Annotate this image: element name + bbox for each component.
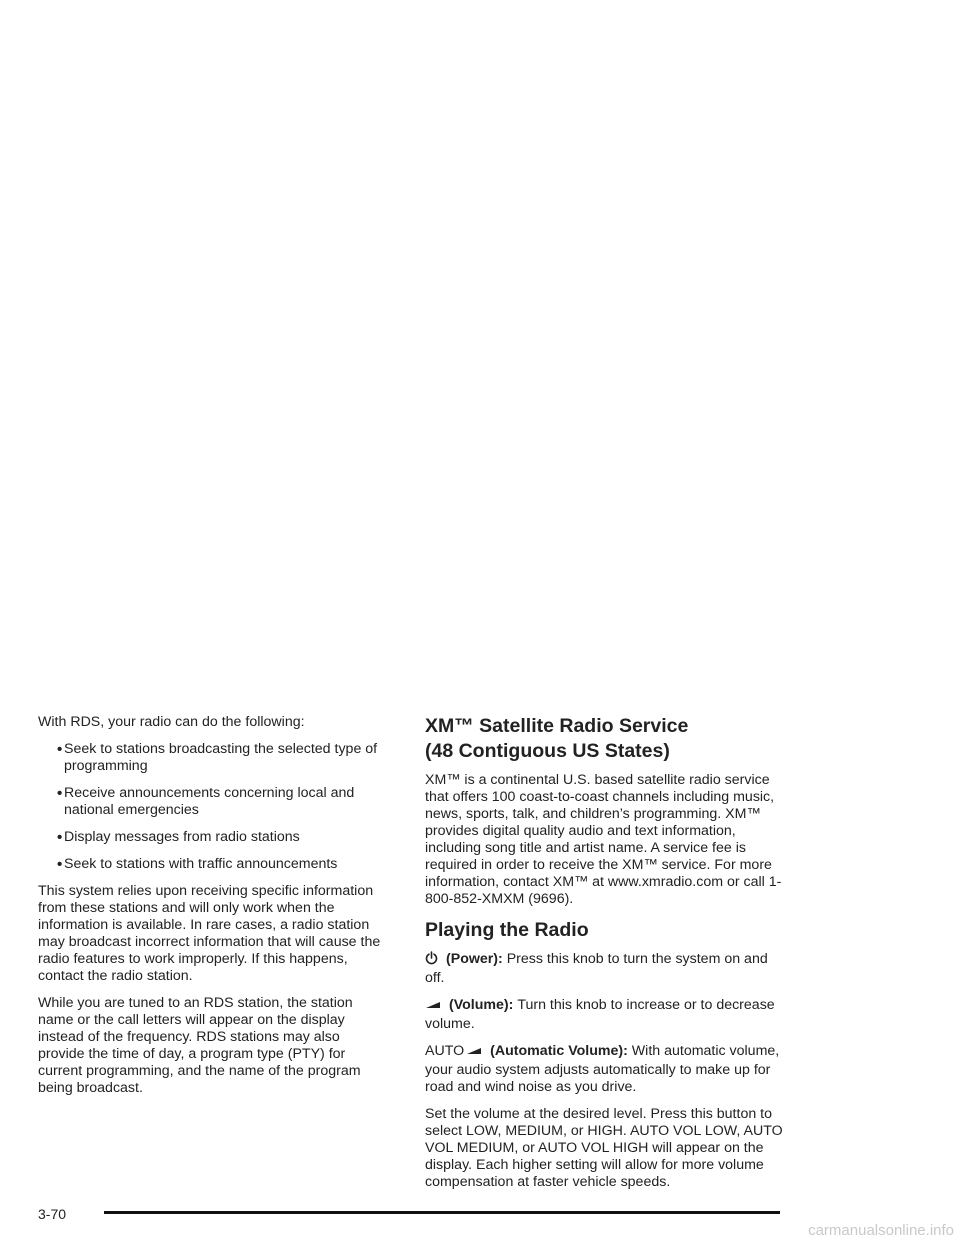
bullet-icon: • (57, 856, 63, 873)
list-item: • Seek to stations with traffic announcements (57, 856, 338, 873)
auto-prefix: AUTO (425, 1043, 465, 1059)
watermark: carmanualsonline.info (808, 1222, 954, 1239)
playing-radio-heading: Playing the Radio (425, 919, 589, 941)
auto-volume-text: With automatic volume, your audio system adjusts automatically to make up for road and wind noise as you drive. (425, 1043, 780, 1095)
volume-wedge-icon (425, 999, 441, 1016)
volume-label: (Volume): (449, 997, 514, 1013)
volume-control-description (425, 997, 785, 1033)
list-item: • Seek to stations broadcasting the selected type of programming (57, 741, 378, 774)
right-column (425, 714, 785, 1201)
power-control-description (425, 951, 785, 987)
auto-volume-description (425, 1043, 785, 1096)
bullet-icon: • (57, 829, 63, 846)
footer-divider (104, 1211, 780, 1214)
volume-setting-paragraph: Set the volume at the desired level. Press this button to select LOW, MEDIUM, or HIGH. AUTO VOL LOW, AUTO VOL MEDIUM, or AUTO VOL HIGH will appear on the display. Each higher setting will allow for more volume compensation at faster vehicle speeds. (425, 1106, 783, 1190)
volume-text: Turn this knob to increase or to decrease volume. (425, 997, 775, 1032)
list-item: • Receive announcements concerning local and national emergencies (57, 785, 355, 818)
volume-wedge-icon (466, 1045, 482, 1062)
auto-volume-label: (Automatic Volume): (490, 1043, 628, 1059)
rds-intro: With RDS, your radio can do the following: (38, 714, 305, 730)
page-number: 3-70 (38, 1206, 67, 1222)
list-item: • Display messages from radio stations (57, 829, 300, 846)
left-column (38, 714, 386, 1107)
rds-reliance-paragraph: This system relies upon receiving specific information from these stations and will only work when the information is available. In rare cases, a radio station may broadcast incorrect information that will cause the radio features to work improperly. If this happens, contact the radio station. (38, 883, 381, 984)
power-label: (Power): (446, 951, 503, 967)
power-icon (425, 951, 438, 970)
rds-station-paragraph: While you are tuned to an RDS station, the station name or the call letters will appear on the display instead of the frequency. RDS stations may also provide the time of day, a program type (PTY) for current programming, and the name of the program being broadcast. (38, 995, 361, 1096)
xm-paragraph: XM™ is a continental U.S. based satellite radio service that offers 100 coast-to-coast channels including music, news, sports, talk, and children’s programming. XM™ provides digital quality audio and text information, including song title and artist name. A service fee is required in order to receive the XM™ service. For more information, contact XM™ at www.xmradio.com or call 1-800-852-XMXM (9696). (425, 772, 782, 907)
bullet-icon: • (57, 785, 63, 802)
xm-heading: XM™ Satellite Radio Service (48 Contiguous US States) (425, 715, 689, 762)
bullet-icon: • (57, 741, 63, 758)
rds-feature-list (38, 741, 386, 873)
power-text: Press this knob to turn the system on and off. (425, 951, 768, 986)
